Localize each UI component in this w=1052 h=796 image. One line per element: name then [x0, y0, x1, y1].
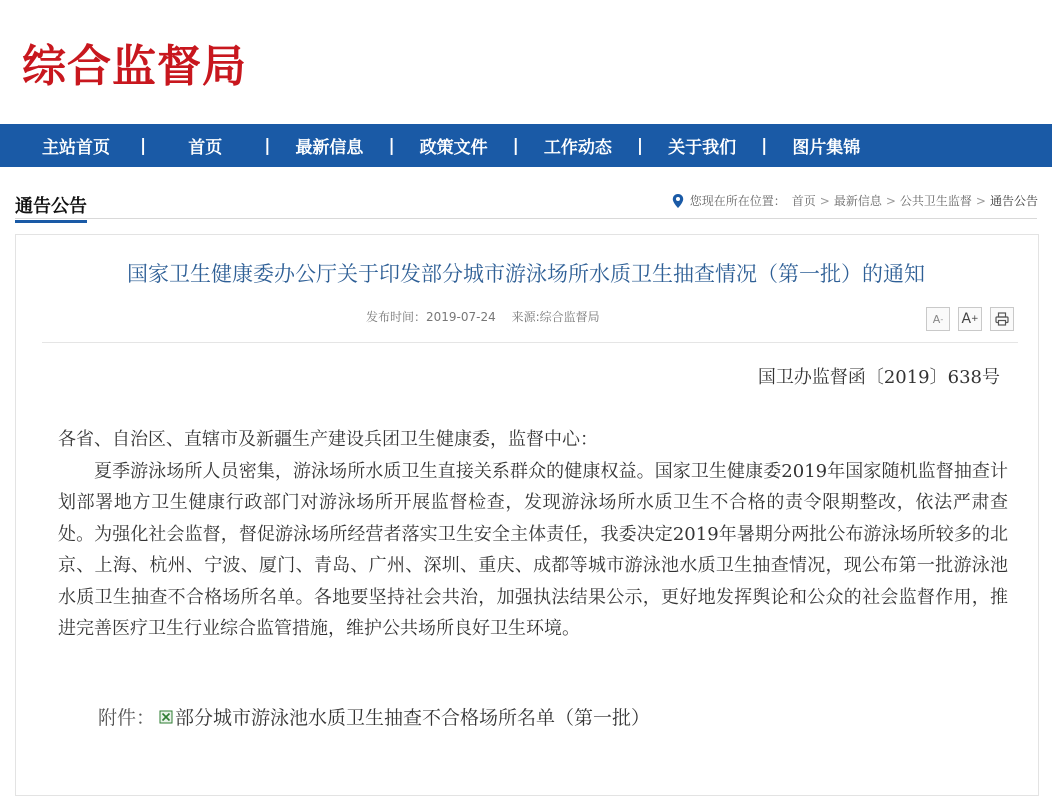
- publish-date-label: 发布时间：: [366, 310, 427, 324]
- attachment-label: 附件：: [98, 707, 156, 729]
- site-title: 综合监督局: [22, 41, 247, 92]
- nav-separator: |: [636, 135, 644, 156]
- nav-item-policy-docs[interactable]: 政策文件: [419, 138, 488, 158]
- source-value: 综合监督局: [539, 310, 600, 324]
- location-pin-icon: [672, 194, 684, 208]
- salutation: 各省、自治区、直辖市及新疆生产建设兵团卫生健康委，监督中心：: [58, 429, 598, 450]
- breadcrumb-prefix: 您现在所在位置：: [689, 194, 786, 208]
- attachment: [98, 703, 650, 730]
- section-divider: [15, 218, 1037, 219]
- article-title: 国家卫生健康委办公厅关于印发部分城市游泳场所水质卫生抽查情况（第一批）的通知: [127, 262, 925, 286]
- nav-item-work-news[interactable]: 工作动态: [543, 138, 612, 158]
- nav-separator: |: [388, 135, 395, 156]
- publish-date: [366, 310, 496, 324]
- font-decrease-label: A: [932, 312, 941, 326]
- nav-item-about-us[interactable]: 关于我们: [668, 138, 737, 158]
- document-number: 国卫办监督函〔2019〕638号: [757, 367, 1000, 388]
- body-paragraph: 夏季游泳场所人员密集，游泳场所水质卫生直接关系群众的健康权益。国家卫生健康委2019年国家随机监督抽查计划部署地方卫生健康行政部门对游泳场所开展监督检查，发现游泳场所水质卫生不合格的责令限期整改，依法严肃查处。为强化社会监督，督促游泳场所经营者落实卫生安全主体责任，我委决定2019年暑期分两批公布游泳场所较多的北京、上海、杭州、宁波、厦门、青岛、广州、深圳、重庆、成都等城市游泳池水质卫生抽查情况，现公布第一批游泳池水质卫生抽查不合格场所名单。各地要坚持社会共治，加强执法结果公示，更好地发挥舆论和公众的社会监督作用，推进完善医疗卫生行业综合监管措施，维护公共场所良好卫生环境。: [58, 460, 1008, 639]
- printer-icon: [995, 312, 1009, 326]
- breadcrumb-latest-info[interactable]: 最新信息: [833, 194, 882, 208]
- attachment-link[interactable]: 部分城市游泳池水质卫生抽查不合格场所名单（第一批）: [175, 707, 651, 729]
- nav-separator: |: [512, 135, 519, 156]
- breadcrumb-separator: >: [975, 193, 986, 208]
- breadcrumb-home[interactable]: 首页: [791, 194, 816, 208]
- meta-divider: [42, 342, 1018, 343]
- breadcrumb-separator: >: [819, 193, 830, 208]
- excel-file-icon: [159, 710, 173, 724]
- font-decrease-button[interactable]: A -: [926, 307, 950, 331]
- nav-separator: |: [761, 135, 768, 156]
- font-increase-button[interactable]: A +: [958, 307, 982, 331]
- article-meta: [366, 308, 612, 325]
- breadcrumb: [672, 192, 1038, 209]
- section-title: 通告公告: [15, 192, 87, 223]
- breadcrumb-current: 通告公告: [989, 194, 1038, 208]
- source: [512, 310, 600, 324]
- print-button[interactable]: [990, 307, 1014, 331]
- breadcrumb-separator: >: [885, 193, 896, 208]
- font-increase-label: A: [961, 311, 972, 327]
- nav-item-main-home[interactable]: 主站首页: [42, 138, 110, 158]
- nav-item-home[interactable]: 首页: [188, 138, 223, 158]
- source-label: 来源:: [511, 310, 540, 324]
- nav-separator: |: [140, 135, 147, 156]
- nav-separator: |: [264, 135, 271, 156]
- font-tools: [926, 307, 1014, 331]
- nav-item-photo-gallery[interactable]: 图片集锦: [792, 138, 861, 158]
- main-navigation: [0, 124, 1052, 167]
- breadcrumb-public-health[interactable]: 公共卫生监督: [899, 194, 972, 208]
- nav-item-latest-info[interactable]: 最新信息: [295, 138, 364, 158]
- publish-date-value: 2019-07-24: [426, 310, 496, 324]
- article-body: [58, 424, 1008, 645]
